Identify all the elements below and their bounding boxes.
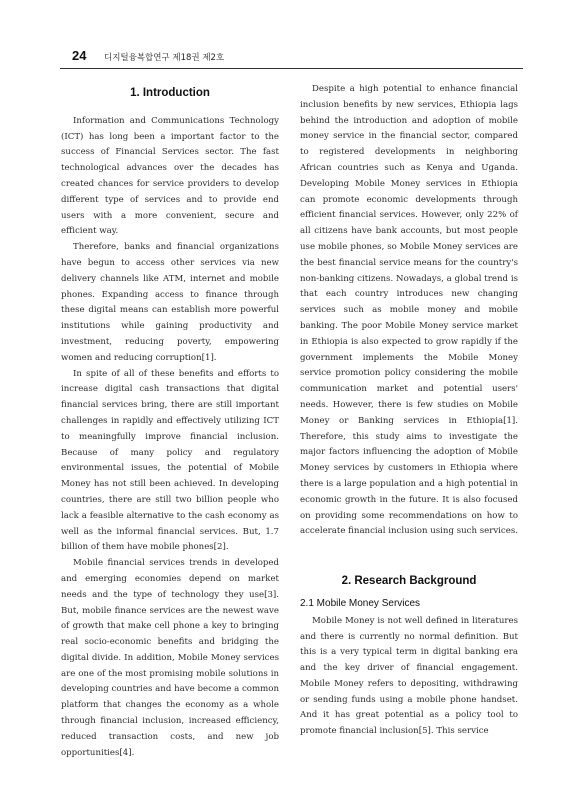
background-paragraph-1: Mobile Money is not well defined in literatures and there is currently no normal definition. But this is a very typical term in digital banking era and the key driver of financial engagement. Mobile Money refers to depositing, withdrawing or sending funds using a mobile phone handset. And it has great potential as a policy tool to promote financial inclusion[5]. This service <box>300 615 518 737</box>
page-number: 24 <box>72 48 87 63</box>
right-column <box>300 82 518 740</box>
left-column <box>61 82 279 761</box>
intro-paragraph-5: Despite a high potential to enhance financial inclusion benefits by new services, Ethiopia lags behind the introduction and adoption of mobile money service in the financial sector, compared to registered developments in neighboring African countries such as Kenya and Uganda. Developing Mobile Money services in Ethiopia can promote economic developments through efficient financial services. However, only 22% of all citizens have bank accounts, but most people use mobile phones, so Mobile Money services are the best financial service means for the country's non-banking citizens. Nowadays, a global trend is that each country introduces new changing services such as mobile money and mobile banking. The poor Mobile Money service market in Ethiopia is also expected to grow rapidly if the government implements the Mobile Money service promotion policy considering the mobile communication market and potential users' needs. However, there is few studies on Mobile Money or Banking services in Ethiopia[1]. Therefore, this study aims to investigate the major factors influencing the adoption of Mobile Money services by customers in Ethiopia where there is a large population and a high potential in economic growth in the future. It is also focused on providing some recommendations on how to accelerate financial inclusion using such services. <box>300 84 518 537</box>
intro-paragraph-4: Mobile financial services trends in developed and emerging economies depend on market needs and the type of technology they use[3]. But, mobile finance services are the newest wave of growth that make cell phone a key to bringing real socio-economic benefits and bridging the digital divide. In addition, Mobile Money services are one of the most promising mobile solutions in developing countries and have become a common platform that changes the economy as a whole through financial inclusion, increased efficiency, reduced transaction costs, and new job opportunities[4]. <box>61 558 279 758</box>
intro-paragraph-2: Therefore, banks and financial organizations have begun to access other services via new delivery channels like ATM, internet and mobile phones. Expanding access to finance through these digital means can establish more powerful institutions while gaining productivity and investment, reducing poverty, empowering women and reducing corruption[1]. <box>61 242 279 363</box>
journal-title: 디지털융복합연구 제18권 제2호 <box>104 53 225 63</box>
running-header <box>60 46 523 69</box>
intro-paragraph-3: In spite of all of these benefits and efforts to increase digital cash transactions that digital financial services bring, there are still important challenges in rapidly and effectively utilizing ICT to meaningfully improve financial inclusion. Because of many policy and regulatory environmental issues, the potential of Mobile Money has not still been achieved. In developing countries, there are still two billion people who lack a feasible alternative to the cash economy as well as the informal financial services. But, 1.7 billion of them have mobile phones[2]. <box>61 368 279 553</box>
subsection-title-mobile-money: 2.1 Mobile Money Services <box>300 597 421 609</box>
section-title-research-background: 2. Research Background <box>341 575 477 588</box>
intro-paragraph-1: Information and Communications Technology (ICT) has long been a important factor to the success of Financial Services sector. The fast technological advances over the decades has created chances for service providers to develop different type of services and to provide end users with a more convenient, secure and efficient way. <box>61 115 279 237</box>
section-title-introduction: 1. Introduction <box>130 87 210 99</box>
